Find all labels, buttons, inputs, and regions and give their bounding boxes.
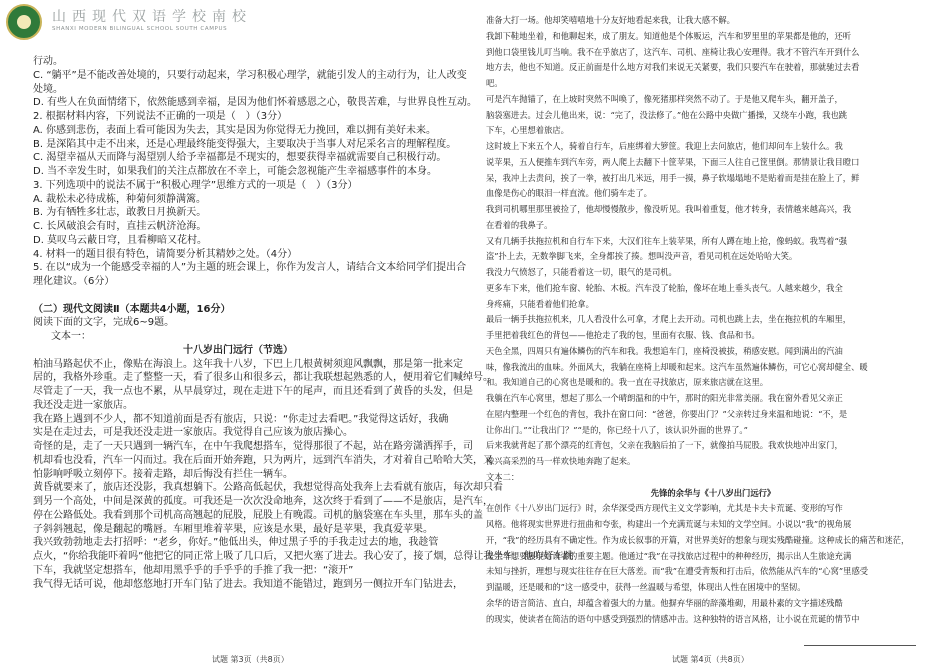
text-line: A. 你感到悲伤，表面上看可能因为失去，其实是因为你觉得无力挽回，难以拥有美好未来。: [33, 124, 437, 136]
text-line: 我躺在汽车心窝里，想起了那么一个晴朗温和的中午，那时的阳光非常美丽。我在窗外看见父亲正: [486, 393, 843, 403]
text-line: 在创作《十八岁出门远行》时，余华深受西方现代主义文学影响，尤其是卡夫卡荒诞、变形的写作: [486, 503, 843, 514]
text-line: 怕影响呼吸立刻停下。接着走路，却后悔没有拦住一辆车。: [33, 468, 293, 480]
text-line: 吧。: [486, 78, 503, 88]
text-line: 我卸下鞋地坐着，和他聊起来，成了朋友。知道他是个体贩运，汽车和罗里里的苹果都是他的，还听: [486, 30, 852, 41]
right-page-footer: 试题 第4页（共8页）: [672, 655, 749, 664]
text-line: 味，像我流出的血味。外面风大，我躺在座椅上却暖和起来。这汽车虽然遍体鳞伤，可它心窝却健全、暖: [486, 361, 868, 372]
text-line: D. 当不幸发生时，如果我们的关注点都放在不幸上，可能会忽视能产生幸福感事件的本身。: [33, 166, 438, 177]
text-line: D. 有些人在负面情绪下，依然能感到幸福，是因为他们怀着感恩之心，敬畏苦难，与世界良性互动。: [33, 97, 478, 109]
text-line: 处境。: [33, 83, 63, 95]
text-line: 脑袋塞进去。过会儿他出来，说：“完了，没法修了。”他在公路中央做广播操，又绕车小跑，我也跳: [486, 109, 848, 120]
text-line: 点火，“你给我能吓着吗”他把它的同正常上吸了几口后，又把火塞了进去。我心安了，接了烟，总得让我坐车。他咋好车跳: [33, 551, 574, 562]
text-line: 未知与挫折，理想与现实往往存在巨大落差。而“我”在遭受背叛和打击后，依然能从汽车的“心窝”里感受: [486, 566, 869, 577]
school-name-english: SHANXI MODERN BILINGUAL SCHOOL SOUTH CAMPUS: [52, 26, 228, 32]
text-line: B. 为有牺牲多壮志，敢教日月换新天。: [33, 207, 207, 219]
text-line: 黄昏就要来了，旅店还没影，我真想躺下。公路高低起伏，我想觉得高处我奔上去看就有旅店，每次却只看: [33, 482, 503, 494]
text-line: 我还没走进一家旅店。: [33, 399, 133, 411]
text-line: 5. 在以“成为一个能感受幸福的人”为主题的班会课上，你作为发言人，请结合文本给同学们提出合: [33, 262, 467, 274]
text-line: 说苹果，五人便推车到汽车旁，两人爬上去翻下十筐苹果，下面三人往自己筐里倒。那情景让我目瞪口: [486, 156, 860, 167]
text-line: 4. 材料一的题目很有特色，请简要分析其精妙之处。（4分）: [33, 248, 298, 260]
text-line: 行动。: [33, 56, 63, 67]
text-line: 下车，我就坚定想搭车，他却用黑乎乎的手乎乎的手推了我一把：“滚开”: [33, 564, 354, 576]
text-line: C. 渴望幸福从天而降与渴望别人给予幸福都是不现实的，想要获得幸福就需要自己积极行动。: [33, 152, 447, 164]
text-line: 是余华想要展现给读者的重要主题。他通过“我”在寻找旅店过程中的种种经历，揭示出人生旅途充满: [486, 550, 852, 561]
text-line: 文本一：: [51, 331, 91, 342]
text-line: 像兴高采烈的马一样欢快地奔跑了起来。: [486, 456, 636, 466]
left-page-footer: 试题 第3页（共8页）: [212, 655, 289, 664]
text-line: 阅读下面的文字，完成6~9题。: [33, 317, 175, 329]
text-line: 下车，心里想着旅店。: [486, 125, 569, 136]
text-line: 可是汽车抛锚了，在上坡时突然不叫唤了，像死猪那样突然不动了。于是他又爬车头，翻开盖子，: [486, 93, 843, 104]
text-line: 机却看也没看，汽车一闪而过。我在后面开始奔跑，只为两片，远到汽车消失，才对着自己哈哈大笑，又: [33, 454, 493, 466]
text-line: 盗”扑上去，无数拳脚飞来，全身都挨了揍。想叫没声音，看见司机在远处哈哈大笑。: [486, 251, 798, 262]
school-logo-icon: [6, 4, 42, 40]
text-line: 呆，我冲上去责问，挨了一拳，被打出几米远，用手一摸，鼻子软塌塌地不是贴着而是挂在脸上了，鲜: [486, 172, 860, 183]
text-line: 尽管走了一天，我一点也不累，从早晨穿过，现在走进下午的尾声，而且还看到了黄昏的头发，但是: [33, 386, 473, 397]
text-line: 身疼痛，只能看着他们抢拿。: [486, 298, 594, 309]
text-line: 子斜斜翘起，像是翻起的嘴唇。车厢里堆着苹果，应该是水果，最好是苹果，我真爱苹果。: [33, 523, 433, 535]
text-line: 在屋内整理一个红色的背包，我扑在窗口问：“爸爸，你要出门？”父亲转过身来温和地说：“不，是: [486, 408, 848, 419]
text-line: 我气得无话可说，他却悠悠地打开车门钻了进去。我知道不能错过，跑到另一侧拉开车门钻进去，: [33, 578, 463, 590]
text-line: 文本二：: [486, 471, 520, 482]
text-line: 停在公路低处。我看到那个司机高高翘起的屁股，屁股上有晚霞。司机的脑袋塞在车头里，那车头的盖: [33, 509, 483, 521]
text-line: 让你出门。”“让我出门？”“是的，你已经十八了，该认识外面的世界了。”: [486, 424, 748, 435]
text-line: 柏油马路起伏不止，像贴在海浪上。这年我十八岁，下巴上几根黄树须迎风飘飘，那是第一批来定: [33, 358, 463, 370]
text-line: C. 长风破浪会有时，直挂云帆济沧海。: [33, 221, 207, 232]
text-line: 更多车下来，他们抢车窗、轮胎、木板。汽车没了轮胎，像坏在地上垂头丧气。人越来越少，我全: [486, 282, 843, 293]
text-line: 开，“我”的经历具有不确定性。作为成长叙事的开篇，对世界美好的想象与现实残酷碰撞。这种成长的痛苦和迷茫，: [486, 534, 910, 545]
text-line: 到他口袋里钱儿叮当响。我不在乎旅店了，这汽车、司机、座椅让我心安理得。我才不管汽车开到什么: [486, 46, 860, 57]
text-line: 血像是伤心的眼泪一样直流。他们骑车走了。: [486, 188, 652, 199]
text-line: 我没力气愤怒了，只能看着这一切，眼气的是司机。: [486, 267, 677, 277]
text-line: 最后一辆手扶拖拉机来，几人看没什么可拿，才爬上去开动。司机也跳上去，坐在拖拉机的车厢里，: [486, 314, 852, 325]
text-line: 手里把着我红色的背包——他抢走了我的包，里面有衣服、钱、食品和书。: [486, 330, 760, 340]
school-name: 山西现代双语学校南校: [52, 9, 252, 25]
text-line: 十八岁出门远行（节选）: [183, 344, 293, 356]
text-line: 余华的语言简洁、直白，却蕴含着强大的力量。他摒弃华丽的辞藻堆砌，用最朴素的文字描述残酷: [486, 597, 843, 608]
underline-mark: [804, 645, 916, 646]
text-line: 地方去，他也不知道。反正前面是什么地方对我们来说无关紧要，我们只要汽车在驶着，那就驰过去看: [486, 62, 860, 73]
text-line: B. 是深陷其中走不出来，还是心理最终能变得强大，主要取决于当事人对尼采名言的理解程度。: [33, 138, 457, 150]
text-line: 居的，我格外珍重。走了整整一天，看了很多山和很多云，都让我联想起熟悉的人，便用着它们喊绰号。: [33, 372, 493, 384]
text-line: 到另一个高处，中间是深黄的孤度。可我还是一次次没命地奔，这次终于看到了——不是旅店，是汽车，: [33, 496, 493, 507]
text-line: （二）现代文阅读Ⅱ（本题共4小题，16分）: [33, 303, 231, 315]
text-line: 后来我就背起了那个漂亮的红背包，父亲在我脑后拍了一下，就像拍马屁股。我欢快地冲出家门，: [486, 440, 843, 451]
text-line: 我在路上遇到不少人，都不知道前面是否有旅店，只说：“你走过去看吧。”我觉得这话好，我确: [33, 413, 449, 425]
text-line: 我到司机哪里那里被捡了，他却慢慢散步，像没听见。我叫着重复，他才转身，表情越来越高兴，我: [486, 204, 852, 214]
text-line: 奇怪的是，走了一天只遇到一辆汽车，在中午我爬想搭车，觉得那很了不起，站在路旁潇洒挥手，司: [33, 441, 473, 452]
text-line: 这时坡上下来五个人，骑着自行车，后座绑着大箩筐。我迎上去问旅店，他们却问车上装什么。我: [486, 141, 843, 151]
text-line: 和。我知道自己的心窝也是暖和的。我一直在寻找旅店，原来旅店就在这里。: [486, 377, 769, 388]
text-line: 的现实，使读者在简洁的语句中感受到强烈的情感冲击。这种独特的语言风格，让小说在荒诞的情节中: [486, 613, 860, 624]
text-line: 理化建议。（6分）: [33, 276, 115, 287]
text-line: 我兴致勃勃地走去打招呼：“老乡，你好。”他低出头，伸过黑子乎的手我走过去的地，我趁管: [33, 537, 439, 549]
text-line: D. 莫叹乌云蔽日穹，且看柳暗又花村。: [33, 234, 208, 246]
text-line: 天色全黑，四周只有遍体鳞伤的汽车和我。我想追车门，座椅没被拔，稍感安慰。闻到满出的汽油: [486, 345, 843, 356]
text-line: 3. 下列选项中的说法不属于“积极心理学”思维方式的一项是（ ）（3分）: [33, 179, 358, 191]
text-line: 到温暖，还是暖和的”这一感受中，获得一丝温暖与希望，体现出人性在困境中的坚韧。: [486, 582, 806, 592]
text-line: C. “躺平”是不能改善处境的，只要行动起来，学习积极心理学，就能引发人的主动行为，让人改变: [33, 69, 467, 81]
text-line: A. 裁松未必待成栋，种菊何须静满篱。: [33, 193, 207, 205]
text-line: 2. 根据材料内容，下列说法不正确的一项是（ ）（3分）: [33, 111, 288, 122]
text-line: 准备大打一场。他却笑嘻嘻地十分友好地看起来我，让我大感不解。: [486, 15, 735, 25]
text-line: 实是在走过去，可是我还没走进一家旅店。我觉得自己应该为旅店操心。: [33, 427, 353, 439]
text-line: 在看着的我鼻子。: [486, 219, 553, 230]
text-line: 风格。他将现实世界进行扭曲和夸张，构建出一个充满荒诞与未知的文学空间。小说以“我”的视角展: [486, 519, 852, 529]
text-line: 又有几辆手扶拖拉机和自行车下来，大汉们往车上装苹果，所有人蹲在地上抢，像蚂蚁。我骂着“强: [486, 235, 848, 246]
text-line: 先锋的余华与《十八岁出门远行》: [650, 487, 776, 498]
